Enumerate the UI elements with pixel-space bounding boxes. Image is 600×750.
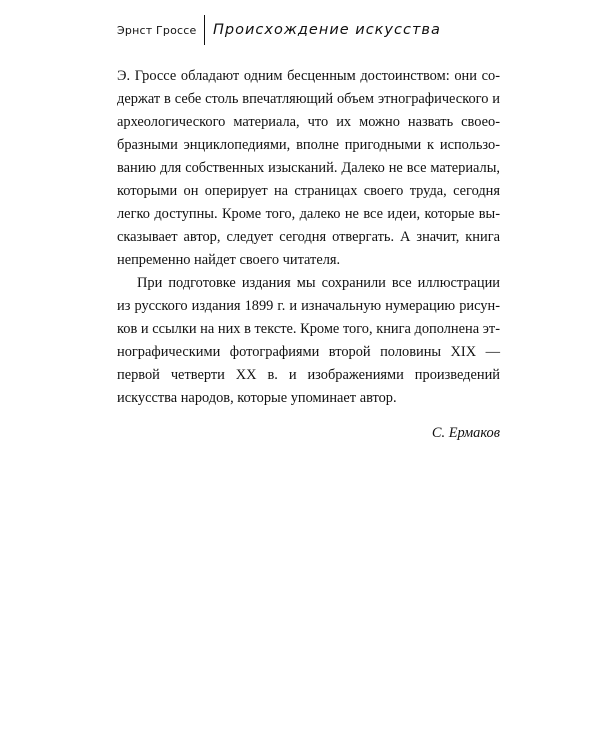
running-head-title: Происхождение искусства <box>213 22 441 38</box>
running-head-author: Эрнст Гроссе <box>117 23 197 37</box>
paragraph-1: Э. Гроссе обладают одним бесценным достоинством: они содержат в себе столь впечатляющий объем этнографического и археологического материала, что их можно назвать своеобразными энциклопедиями, вполне пригодными к использованию для собственных изысканий. Далеко не все материалы, которыми он оперирует на страницах своего труда, сегодня легко доступны. Кроме того, далеко не все идеи, которые высказывает автор, следует сегодня отвергать. А значит, книга непременно найдет своего читателя. <box>117 68 500 268</box>
signature: С. Ермаков <box>431 425 500 441</box>
running-head <box>117 14 441 46</box>
body-text <box>117 65 500 445</box>
paragraph-2: При подготовке издания мы сохранили все иллюстрации из русского издания 1899 г. и изначальную нумерацию рисунков и ссылки на них в тексте. Кроме того, книга дополнена этнографическими фотографиями второй половины XIX — первой четверти XX в. и изображениями произведений искусства народов, которые упоминает автор. <box>117 275 500 406</box>
